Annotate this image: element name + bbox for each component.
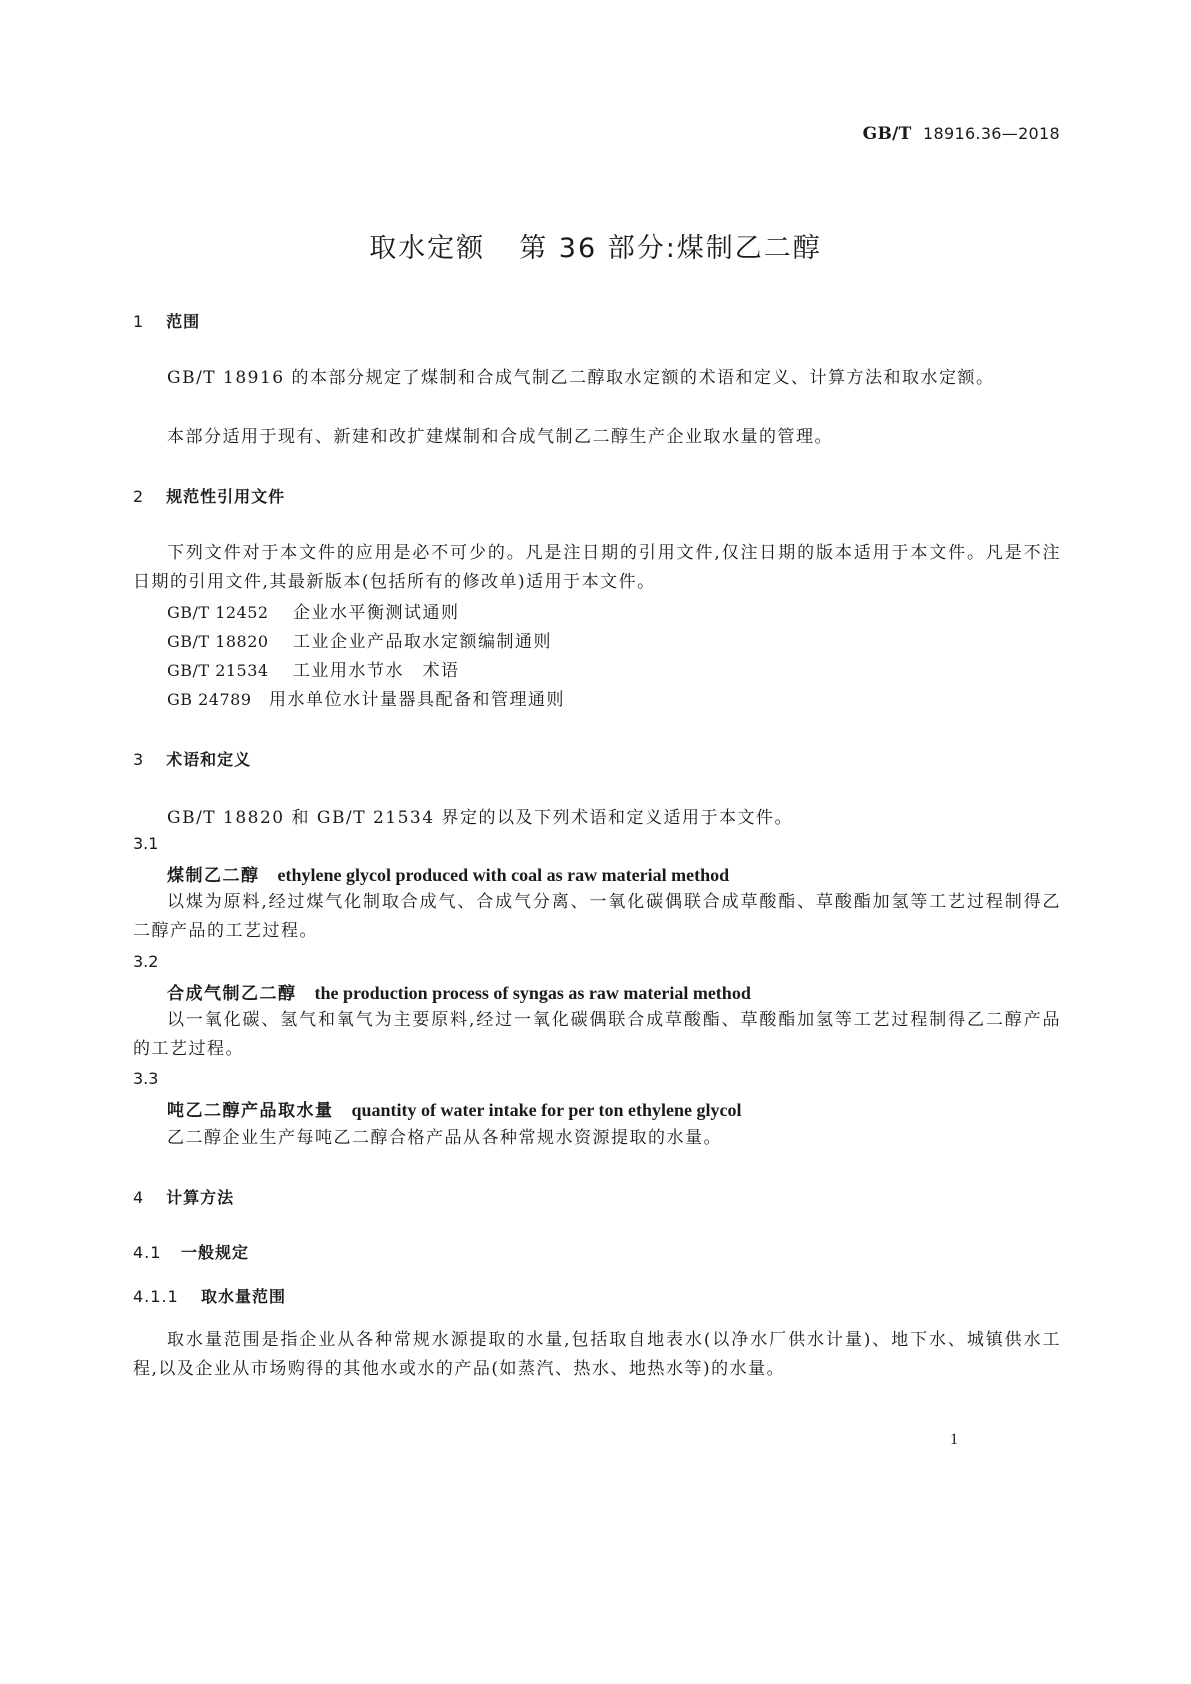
section-3-heading [133,747,251,770]
clause-number: 3.1 [133,834,159,853]
normative-reference [167,627,552,652]
section-1-heading [133,309,200,332]
reference-code: GB 24789 [167,690,252,709]
reference-title: 工业企业产品取水定额编制通则 [293,632,552,652]
term-3-1-definition: 以煤为原料,经过煤气化制取合成气、合成气分离、一氧化碳偶联合成草酸酯、草酸酯加氢等工艺过程制得乙二醇产品的工艺过程。 [133,892,1061,941]
title-part-a: 取水定额 [369,233,486,264]
reference-title: 用水单位水计量器具配备和管理通则 [269,690,565,710]
section-title: 术语和定义 [166,750,252,769]
term-3-2-definition: 以一氧化碳、氢气和氧气为主要原料,经过一氧化碳偶联合成草酸酯、草酸酯加氢等工艺过程制得乙二醇产品的工艺过程。 [133,1010,1061,1059]
reference-title: 工业用水节水 术语 [293,661,460,681]
reference-code: GB/T 12452 [167,603,269,622]
section-title: 规范性引用文件 [166,487,286,506]
document-title [0,226,1191,265]
section-1-paragraph-2: 本部分适用于现有、新建和改扩建煤制和合成气制乙二醇生产企业取水量的管理。 [167,427,833,447]
section-3-intro: GB/T 18820 和 GB/T 21534 界定的以及下列术语和定义适用于本文件。 [167,808,793,828]
standard-code [863,124,1060,144]
standard-number: 18916.36—2018 [923,124,1060,143]
term-3-2 [167,979,751,1004]
section-number: 4.1.1 [133,1287,179,1306]
reference-code: GB/T 18820 [167,632,269,651]
section-4-1-1-paragraph-1: 取水量范围是指企业从各种常规水源提取的水量,包括取自地表水(以净水厂供水计量)、地下水、城镇供水工程,以及企业从市场购得的其他水或水的产品(如蒸汽、热水、地热水等)的水量。 [133,1330,1061,1379]
section-2-heading [133,484,285,507]
reference-code: GB/T 21534 [167,661,269,680]
section-number: 4.1 [133,1243,162,1262]
term-chinese: 吨乙二醇产品取水量 [167,1101,334,1121]
normative-reference [167,598,460,623]
section-1-paragraph-1: GB/T 18916 的本部分规定了煤制和合成气制乙二醇取水定额的术语和定义、计算方法和取水定额。 [167,368,995,388]
section-4-1-heading [133,1240,249,1263]
term-english: the production process of syngas as raw material method [314,983,751,1003]
section-number: 2 [133,487,145,506]
term-3-3-definition: 乙二醇企业生产每吨乙二醇合格产品从各种常规水资源提取的水量。 [167,1128,722,1148]
section-title: 一般规定 [181,1243,250,1262]
reference-title: 企业水平衡测试通则 [293,603,460,623]
title-part-b: 第 36 部分:煤制乙二醇 [519,233,822,264]
section-number: 3 [133,750,145,769]
clause-number: 3.2 [133,952,159,971]
section-title: 计算方法 [166,1188,235,1207]
section-4-1-1-heading [133,1284,286,1307]
section-title: 取水量范围 [201,1287,287,1306]
term-chinese: 合成气制乙二醇 [167,984,297,1004]
normative-reference [167,685,565,710]
page-number: 1 [950,1431,958,1448]
term-english: quantity of water intake for per ton ethylene glycol [351,1100,742,1120]
section-number: 1 [133,312,145,331]
term-3-3 [167,1096,741,1121]
term-english: ethylene glycol produced with coal as raw material method [277,865,730,885]
term-3-1 [167,861,729,886]
section-4-heading [133,1185,234,1208]
normative-reference [167,656,460,681]
section-number: 4 [133,1188,145,1207]
section-2-paragraph-1: 下列文件对于本文件的应用是必不可少的。凡是注日期的引用文件,仅注日期的版本适用于本文件。凡是不注日期的引用文件,其最新版本(包括所有的修改单)适用于本文件。 [133,543,1061,592]
term-chinese: 煤制乙二醇 [167,866,260,886]
standard-prefix: GB/T [862,124,912,144]
clause-number: 3.3 [133,1069,159,1088]
section-title: 范围 [166,312,201,331]
